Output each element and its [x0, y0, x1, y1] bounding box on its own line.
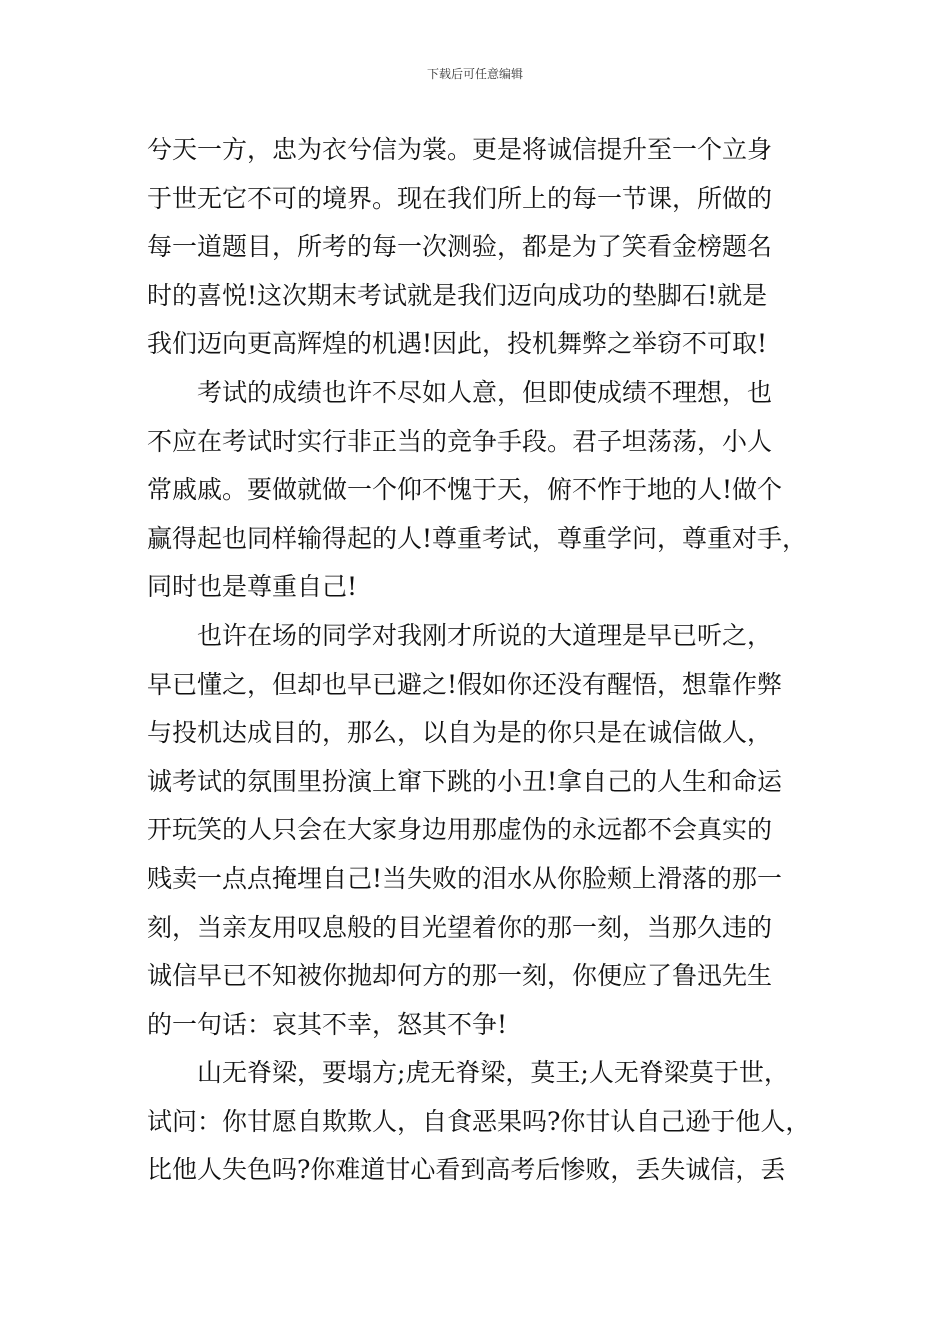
text-line: 开玩笑的人只会在大家身边用那虚伪的永远都不会真实的 — [147, 815, 773, 845]
text-line: 每一道题目，所考的每一次测验，都是为了笑看金榜题名 — [147, 232, 773, 262]
text-line: 诚考试的氛围里扮演上窜下跳的小丑!拿自己的人生和命运 — [147, 766, 783, 796]
text-line: 刻，当亲友用叹息般的目光望着你的那一刻，当那久违的 — [147, 912, 773, 942]
text-line: 时的喜悦!这次期末考试就是我们迈向成功的垫脚石!就是 — [147, 280, 768, 310]
document-body — [147, 126, 817, 1195]
text-line: 诚信早已不知被你抛却何方的那一刻，你便应了鲁迅先生 — [147, 961, 773, 991]
text-line: 同时也是尊重自己! — [147, 572, 358, 602]
paragraph — [147, 612, 817, 1049]
paragraph — [147, 126, 817, 369]
text-line: 我们迈向更高辉煌的机遇!因此，投机舞弊之举窃不可取! — [147, 329, 768, 359]
text-line: 山无脊梁，要塌方;虎无脊梁，莫王;人无脊梁莫于世， — [197, 1058, 789, 1088]
text-line: 也许在场的同学对我刚才所说的大道理是早已听之， — [197, 620, 773, 650]
text-line: 不应在考试时实行非正当的竞争手段。君子坦荡荡，小人 — [147, 426, 773, 456]
text-line: 贱卖一点点掩埋自己!当失败的泪水从你脸颊上滑落的那一 — [147, 863, 783, 893]
paragraph — [147, 1049, 817, 1195]
text-line: 赢得起也同样输得起的人!尊重考试，尊重学问，尊重对手， — [147, 523, 808, 553]
page-header: 下载后可任意编辑 — [426, 67, 523, 81]
text-line: 常戚戚。要做就做一个仰不愧于天，俯不怍于地的人!做个 — [147, 475, 783, 505]
paragraph — [147, 369, 817, 612]
text-line: 兮天一方，忠为衣兮信为裳。更是将诚信提升至一个立身 — [147, 135, 773, 164]
text-line: 试问：你甘愿自欺欺人，自食恶果吗?你甘认自己逊于他人， — [147, 1106, 811, 1136]
text-line: 比他人失色吗?你难道甘心看到高考后惨败，丢失诚信，丢 — [147, 1155, 786, 1185]
text-line: 考试的成绩也许不尽如人意，但即使成绩不理想，也 — [197, 377, 773, 407]
text-line: 早已懂之，但却也早已避之!假如你还没有醒悟，想靠作弊 — [147, 669, 783, 699]
text-line: 的一句话：哀其不幸，怒其不争! — [147, 1009, 508, 1039]
text-line: 于世无它不可的境界。现在我们所上的每一节课，所做的 — [147, 183, 773, 213]
text-line: 与投机达成目的，那么，以自为是的你只是在诚信做人， — [147, 718, 773, 748]
